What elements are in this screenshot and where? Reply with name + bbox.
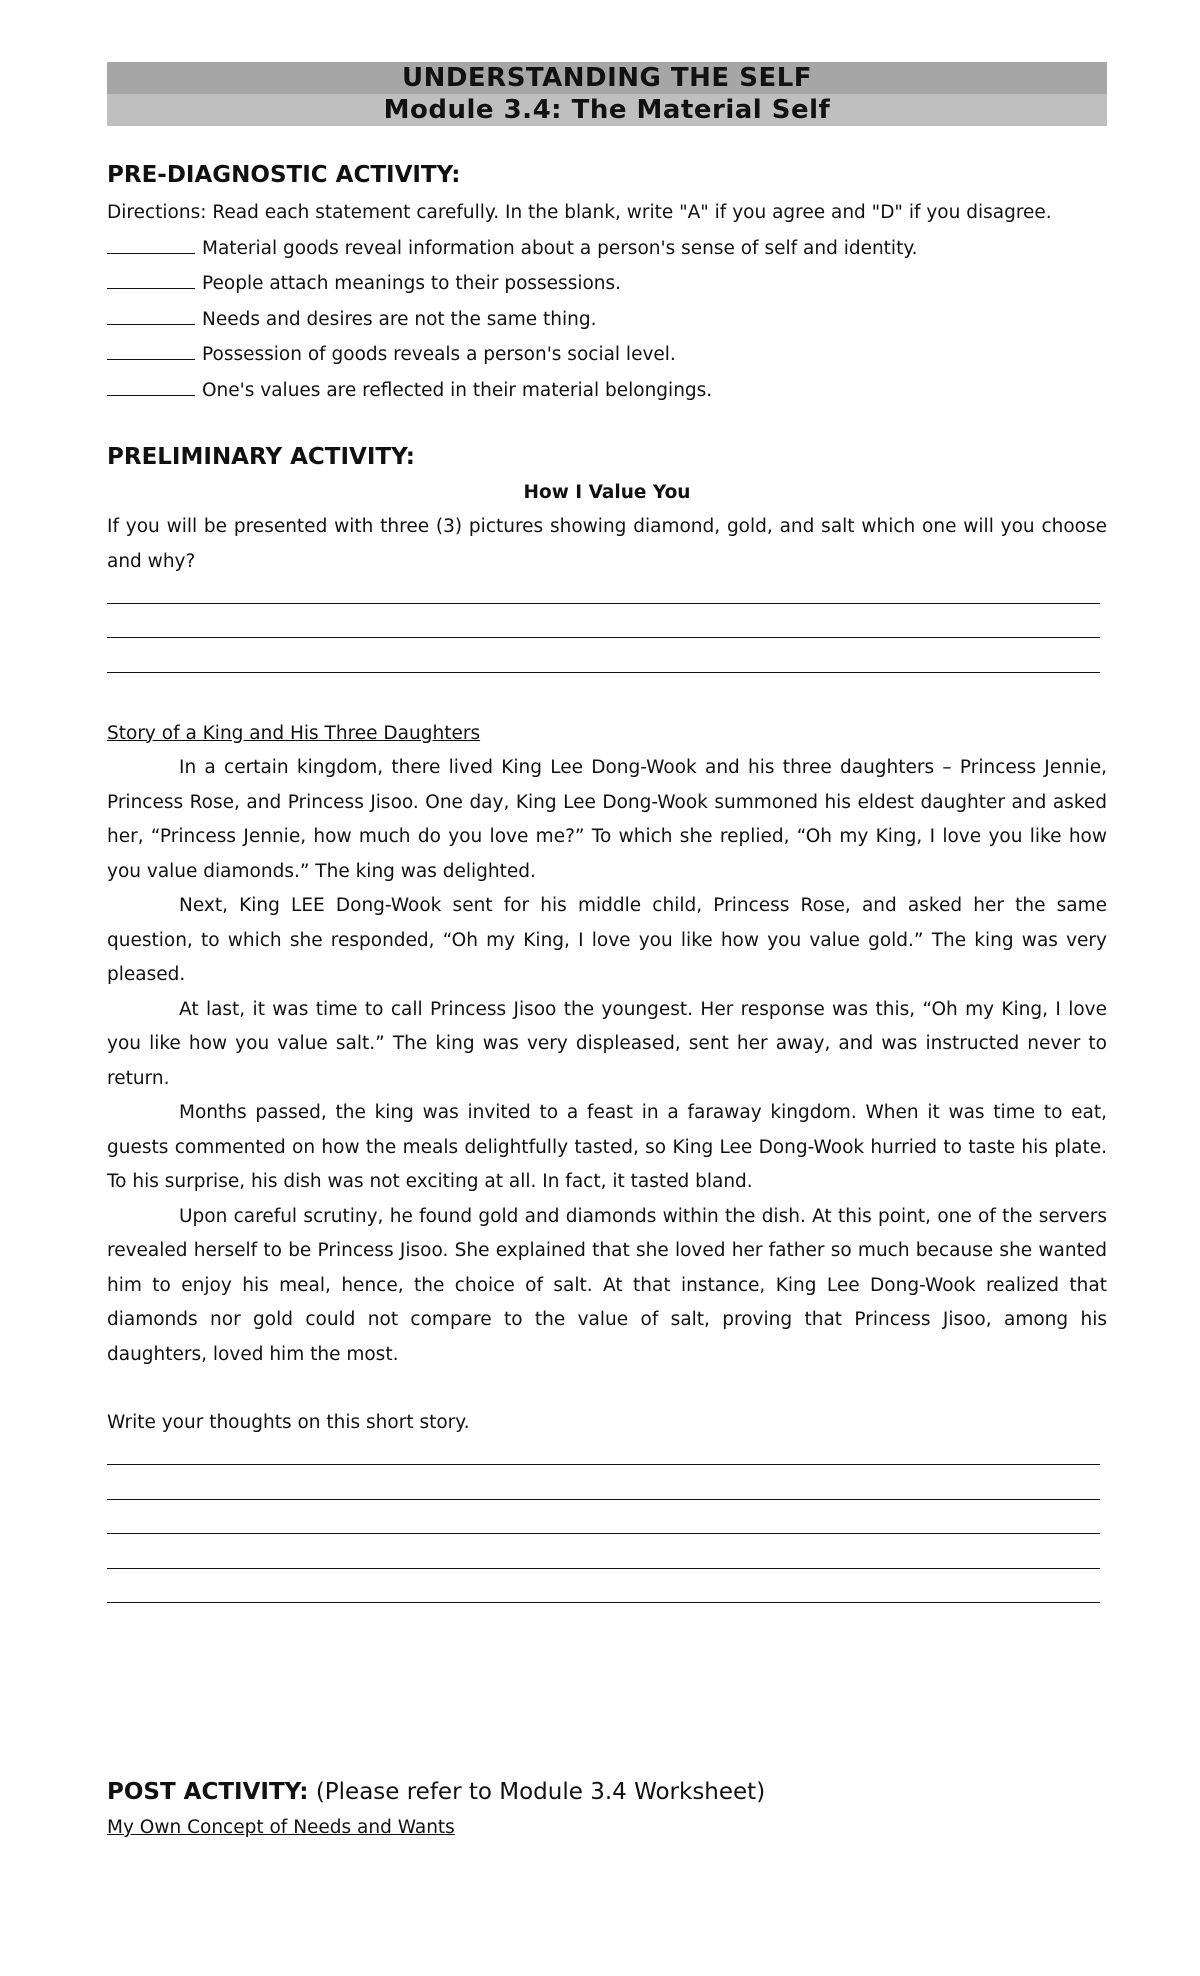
statement-text: One's values are reflected in their material belongings. xyxy=(202,379,713,401)
module-title: Module 3.4: The Material Self xyxy=(107,94,1107,126)
story-paragraph: Months passed, the king was invited to a feast in a faraway kingdom. When it was time to eat, guests commented on how the meals delightfully tasted, so King Lee Dong-Wook hurried to taste his plate. To his surprise, his dish was not exciting at all. In fact, it tasted bland. xyxy=(107,1102,1107,1192)
post-activity-heading xyxy=(107,1775,1107,1809)
statement-item xyxy=(107,337,1107,373)
preliminary-question: If you will be presented with three (3) pictures showing diamond, gold, and salt which one will you choose and why? xyxy=(107,516,1107,572)
activity-title: How I Value You xyxy=(523,482,691,503)
answer-blank[interactable] xyxy=(107,337,195,360)
statement-item xyxy=(107,231,1107,267)
answer-blank[interactable] xyxy=(107,266,195,289)
answer-blank[interactable] xyxy=(107,231,195,254)
answer-line[interactable] xyxy=(107,1441,1107,1476)
statement-list xyxy=(107,231,1107,409)
story-title: Story of a King and His Three Daughters xyxy=(107,722,481,744)
answer-line[interactable] xyxy=(107,1510,1107,1545)
course-title: UNDERSTANDING THE SELF xyxy=(107,62,1107,94)
statement-item xyxy=(107,373,1107,409)
post-activity-note: (Please refer to Module 3.4 Worksheet) xyxy=(315,1779,766,1805)
story-paragraph: Next, King LEE Dong-Wook sent for his middle child, Princess Rose, and asked her the same question, to which she responded, “Oh my King, I love you like how you value gold.” The king was very pleased. xyxy=(107,895,1107,985)
post-activity-label: POST ACTIVITY: xyxy=(107,1779,309,1805)
story-paragraph: In a certain kingdom, there lived King Lee Dong-Wook and his three daughters – Princess Jennie, Princess Rose, and Princess Jisoo. One day, King Lee Dong-Wook summoned his eldest daughter and asked her, “Princess Jennie, how much do you love me?” To which she replied, “Oh my King, I love you like how you value diamonds.” The king was delighted. xyxy=(107,757,1107,882)
story-paragraph: At last, it was time to call Princess Jisoo the youngest. Her response was this, “Oh my King, I love you like how you value salt.” The king was very displeased, sent her away, and was instructed never to return. xyxy=(107,998,1107,1089)
statement-text: Needs and desires are not the same thing. xyxy=(202,308,597,330)
answer-line[interactable] xyxy=(107,1579,1107,1614)
story-paragraph: Upon careful scrutiny, he found gold and diamonds within the dish. At this point, one of the servers revealed herself to be Princess Jisoo. She explained that she loved her father so much because she wanted him to enjoy his meal, hence, the choice of salt. At that instance, King Lee Dong-Wook realized that diamonds nor gold could not compare to the value of salt, proving that Princess Jisoo, among his daughters, loved him the most. xyxy=(107,1205,1107,1365)
statement-text: Possession of goods reveals a person's social level. xyxy=(202,344,676,365)
preliminary-heading: PRELIMINARY ACTIVITY: xyxy=(107,444,415,470)
statement-text: People attach meanings to their possessions. xyxy=(202,273,622,294)
statement-item xyxy=(107,266,1107,302)
answer-line[interactable] xyxy=(107,648,1107,683)
answer-blank[interactable] xyxy=(107,373,195,396)
answer-blank[interactable] xyxy=(107,302,195,325)
pre-diagnostic-directions: Directions: Read each statement carefully. In the blank, write "A" if you agree and "D" if you disagree. xyxy=(107,202,1052,223)
post-activity-subtitle: My Own Concept of Needs and Wants xyxy=(107,1817,455,1838)
answer-line[interactable] xyxy=(107,579,1107,614)
worksheet-content xyxy=(107,160,1107,1846)
module-header xyxy=(107,62,1107,126)
answer-lines xyxy=(107,579,1107,683)
thoughts-lines xyxy=(107,1441,1107,1614)
answer-line[interactable] xyxy=(107,614,1107,649)
pre-diagnostic-heading: PRE-DIAGNOSTIC ACTIVITY: xyxy=(107,162,461,188)
statement-item xyxy=(107,302,1107,338)
answer-line[interactable] xyxy=(107,1475,1107,1510)
answer-line[interactable] xyxy=(107,1544,1107,1579)
story-prompt: Write your thoughts on this short story. xyxy=(107,1412,470,1433)
statement-text: Material goods reveal information about a person's sense of self and identity. xyxy=(202,237,918,259)
